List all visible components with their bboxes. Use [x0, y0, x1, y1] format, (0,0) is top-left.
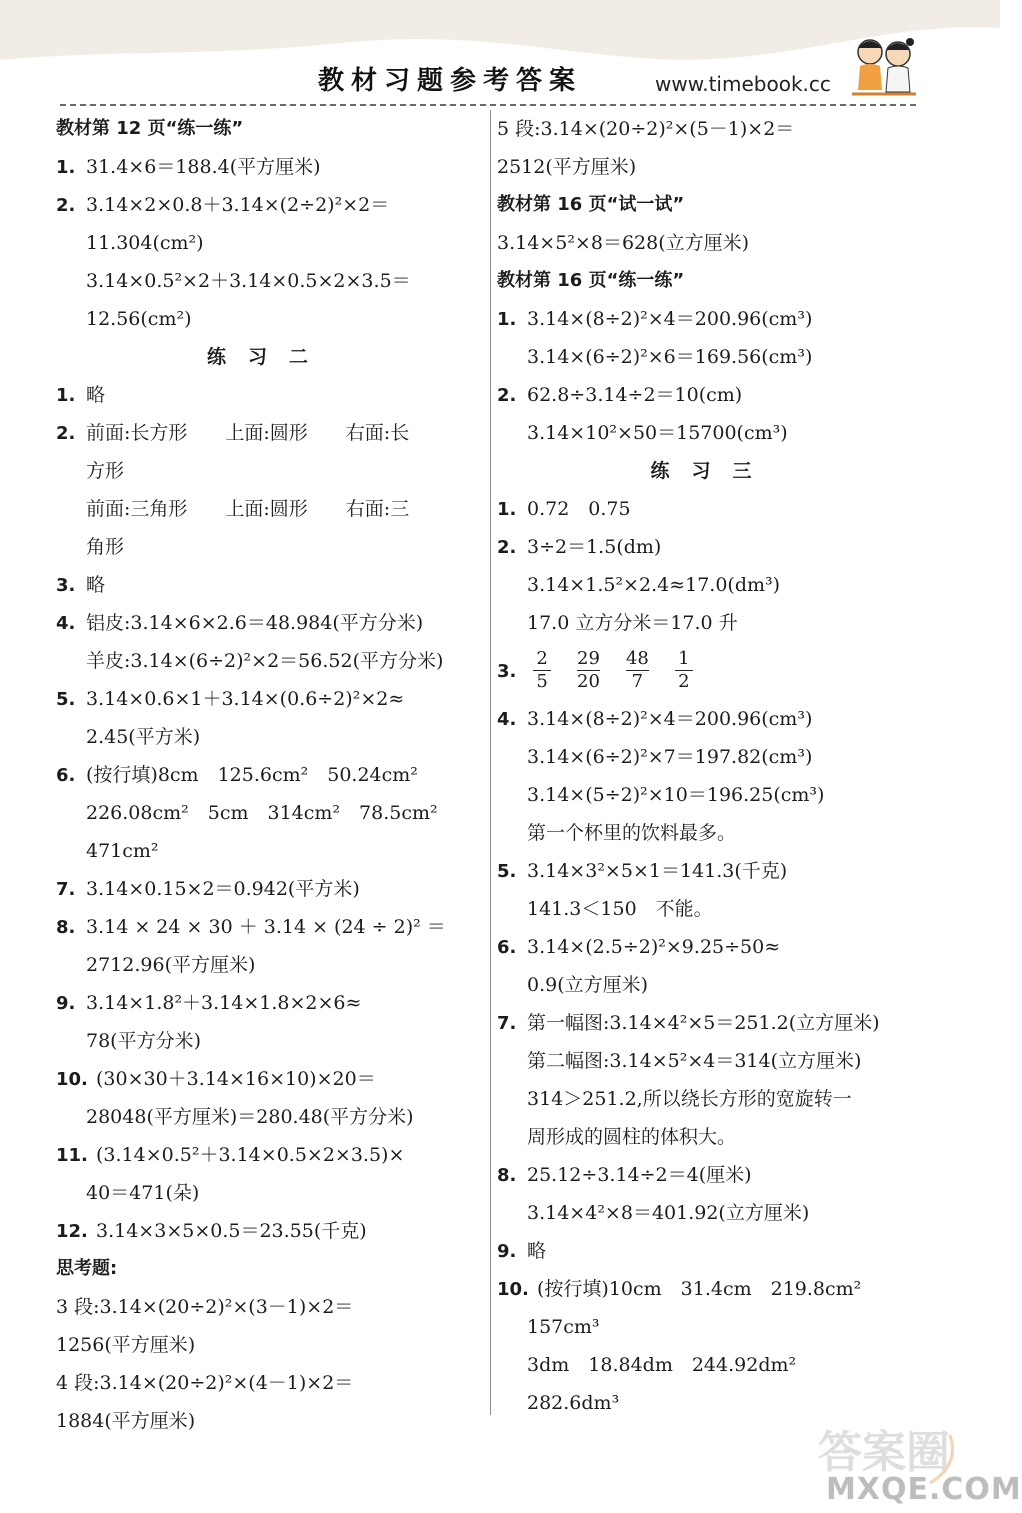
answer-continuation: 314＞251.2,所以绕长方形的宽旋转一 — [527, 1088, 852, 1110]
item-number: 1. — [56, 157, 76, 178]
item-number: 8. — [56, 917, 76, 938]
answer-line — [56, 148, 481, 186]
section-heading: 教材第 12 页“练一练” — [56, 118, 244, 139]
answer-line — [56, 680, 481, 718]
exercise-title: 练习三 — [650, 460, 774, 482]
header-title: 教材习题参考答案 — [318, 66, 583, 96]
answer-continuation: 471cm² — [86, 840, 159, 862]
fraction-denominator: 5 — [536, 670, 548, 692]
answer-text: 3.14×1.8²＋3.14×1.8×2×6≈ — [86, 992, 362, 1014]
answer-text: 3.14×0.6×1＋3.14×(0.6÷2)²×2≈ — [86, 688, 405, 710]
right-column — [497, 110, 927, 1422]
answer-line — [56, 186, 481, 224]
answer-text: 0.72 0.75 — [527, 498, 631, 520]
item-number: 6. — [56, 765, 76, 786]
answer-line — [56, 1136, 481, 1174]
answer-text: 3.14 × 24 × 30 ＋ 3.14 × (24 ÷ 2)² ＝ — [86, 916, 446, 938]
answer-line — [56, 604, 481, 642]
answer-continuation: 2.45(平方米) — [86, 726, 201, 748]
answer-text: 3.14×(8÷2)²×4＝200.96(cm³) — [527, 708, 813, 730]
watermark-logo-text: 答案圈 — [818, 1427, 950, 1478]
answer-continuation: 40＝471(朵) — [86, 1182, 200, 1204]
answer-continuation: 12.56(cm²) — [86, 308, 192, 330]
answer-continuation: 141.3＜150 不能。 — [527, 898, 713, 920]
answer-text: (3.14×0.5²＋3.14×0.5×2×3.5)× — [96, 1144, 405, 1166]
answer-text: 3.14×0.15×2＝0.942(平方米) — [86, 878, 360, 900]
answer-text: 3.14×3×5×0.5＝23.55(千克) — [96, 1220, 367, 1242]
header-dashed-rule — [60, 104, 916, 106]
answer-continuation: 3dm 18.84dm 244.92dm² — [527, 1354, 797, 1376]
answer-continuation: 78(平方分米) — [86, 1030, 202, 1052]
item-number: 2. — [497, 537, 517, 558]
answer-continuation: 3.14×0.5²×2＋3.14×0.5×2×3.5＝ — [86, 270, 411, 292]
answer-line: 3 段:3.14×(20÷2)²×(3－1)×2＝ — [56, 1296, 354, 1318]
item-number: 9. — [56, 993, 76, 1014]
column-divider — [490, 110, 491, 1415]
item-number: 10. — [56, 1069, 88, 1090]
answer-continuation: 第二幅图:3.14×5²×4＝314(立方厘米) — [527, 1050, 862, 1072]
answer-continuation: 226.08cm² 5cm 314cm² 78.5cm² — [86, 802, 438, 824]
fraction-denominator: 2 — [678, 670, 690, 692]
page-header — [0, 0, 1000, 100]
item-number: 8. — [497, 1165, 517, 1186]
answer-line — [497, 376, 927, 414]
answer-line — [497, 852, 927, 890]
section-heading: 教材第 16 页“试一试” — [497, 194, 685, 215]
answer-line — [497, 1270, 927, 1308]
answer-line — [56, 908, 481, 946]
item-number: 3. — [56, 575, 76, 596]
item-number: 10. — [497, 1279, 529, 1300]
item-number: 3. — [497, 661, 517, 682]
header-url: www.timebook.cc — [655, 72, 831, 96]
answer-continuation: 157cm³ — [527, 1316, 600, 1338]
answer-continuation: 3.14×(6÷2)²×6＝169.56(cm³) — [527, 346, 813, 368]
answer-text: 3.14×(2.5÷2)²×9.25÷50≈ — [527, 936, 781, 958]
fraction — [675, 648, 693, 693]
answer-line — [56, 414, 481, 452]
item-number: 11. — [56, 1145, 88, 1166]
answer-line — [56, 376, 481, 414]
answer-text: 铝皮:3.14×6×2.6＝48.984(平方分米) — [86, 612, 424, 634]
item-number: 6. — [497, 937, 517, 958]
thinking-question-heading: 思考题: — [56, 1258, 118, 1279]
answer-text: 31.4×6＝188.4(平方厘米) — [86, 156, 321, 178]
answer-line — [497, 700, 927, 738]
answer-text: (按行填)8cm 125.6cm² 50.24cm² — [86, 764, 418, 786]
answer-line — [56, 984, 481, 1022]
answer-line — [497, 528, 927, 566]
fraction-numerator: 48 — [625, 647, 649, 669]
answer-text: 略 — [86, 574, 106, 596]
answer-continuation: 0.9(立方厘米) — [527, 974, 649, 996]
answer-line — [56, 870, 481, 908]
answer-continuation: 羊皮:3.14×(6÷2)²×2＝56.52(平方分米) — [86, 650, 444, 672]
answer-line — [56, 1060, 481, 1098]
answer-continuation: 1884(平方厘米) — [56, 1410, 196, 1432]
watermark-url: MXQE.COM — [826, 1472, 1022, 1507]
answer-text: 略 — [86, 384, 106, 406]
answer-continuation: 3.14×(5÷2)²×10＝196.25(cm³) — [527, 784, 825, 806]
answer-continuation: 3.14×(6÷2)²×7＝197.82(cm³) — [527, 746, 813, 768]
fraction-answers — [533, 648, 693, 693]
section-heading: 教材第 16 页“练一练” — [497, 270, 685, 291]
answer-continuation: 3.14×1.5²×2.4≈17.0(dm³) — [527, 574, 781, 596]
answer-text: 3.14×2×0.8＋3.14×(2÷2)²×2＝ — [86, 194, 390, 216]
answer-continuation: 周形成的圆柱的体积大。 — [527, 1126, 737, 1148]
answer-text: 3.14×(8÷2)²×4＝200.96(cm³) — [527, 308, 813, 330]
answer-continuation: 3.14×10²×50＝15700(cm³) — [527, 422, 788, 444]
answer-continuation: 方形 — [86, 460, 125, 482]
answer-line — [497, 490, 927, 528]
answer-text: 62.8÷3.14÷2＝10(cm) — [527, 384, 743, 406]
fraction-numerator: 2 — [536, 647, 548, 669]
item-number: 7. — [497, 1013, 517, 1034]
answer-continuation: 17.0 立方分米＝17.0 升 — [527, 612, 738, 634]
answer-line — [497, 642, 927, 700]
item-number: 12. — [56, 1221, 88, 1242]
fraction-numerator: 29 — [577, 647, 600, 669]
item-number: 2. — [497, 385, 517, 406]
item-number: 1. — [497, 499, 517, 520]
answer-continuation: 2712.96(平方厘米) — [86, 954, 256, 976]
answer-continuation: 28048(平方厘米)＝280.48(平方分米) — [86, 1106, 414, 1128]
answer-text: 25.12÷3.14÷2＝4(厘米) — [527, 1164, 752, 1186]
answer-continuation: 1256(平方厘米) — [56, 1334, 196, 1356]
answer-line: 3.14×5²×8＝628(立方厘米) — [497, 232, 750, 254]
item-number: 5. — [497, 861, 517, 882]
answer-text: (30×30＋3.14×16×10)×20＝ — [96, 1068, 376, 1090]
answer-text: 略 — [527, 1240, 547, 1262]
answer-line — [497, 928, 927, 966]
answer-continuation: 11.304(cm²) — [86, 232, 204, 254]
item-number: 4. — [497, 709, 517, 730]
item-number: 7. — [56, 879, 76, 900]
answer-line: 4 段:3.14×(20÷2)²×(4－1)×2＝ — [56, 1372, 354, 1394]
answer-line — [497, 1156, 927, 1194]
answer-continuation: 282.6dm³ — [527, 1392, 620, 1414]
answer-text: 3.14×3²×5×1＝141.3(千克) — [527, 860, 788, 882]
item-number: 5. — [56, 689, 76, 710]
answer-line — [56, 1212, 481, 1250]
answer-text: 前面:长方形 上面:圆形 右面:长 — [86, 422, 410, 444]
answer-line — [497, 1232, 927, 1270]
answer-line — [497, 1004, 927, 1042]
answer-line: 5 段:3.14×(20÷2)²×(5－1)×2＝ — [497, 118, 795, 140]
answer-text: 第一幅图:3.14×4²×5＝251.2(立方厘米) — [527, 1012, 880, 1034]
answer-text: 3÷2＝1.5(dm) — [527, 536, 662, 558]
answer-continuation: 第一个杯里的饮料最多。 — [527, 822, 737, 844]
answer-continuation: 2512(平方厘米) — [497, 156, 637, 178]
item-number: 4. — [56, 613, 76, 634]
answer-continuation: 角形 — [86, 536, 125, 558]
fraction-denominator: 7 — [631, 670, 644, 692]
fraction — [626, 648, 649, 693]
fraction — [533, 648, 551, 693]
answer-line — [56, 566, 481, 604]
answer-continuation: 前面:三角形 上面:圆形 右面:三 — [86, 498, 410, 520]
fraction — [577, 648, 600, 693]
left-column — [56, 110, 481, 1440]
item-number: 9. — [497, 1241, 517, 1262]
fraction-denominator: 20 — [577, 670, 600, 692]
answer-line — [497, 300, 927, 338]
item-number: 1. — [497, 309, 517, 330]
item-number: 2. — [56, 423, 76, 444]
item-number: 2. — [56, 195, 76, 216]
item-number: 1. — [56, 385, 76, 406]
answer-line — [56, 756, 481, 794]
kids-mascot-icon — [848, 32, 920, 98]
exercise-title: 练习二 — [206, 346, 330, 368]
answer-continuation: 3.14×4²×8＝401.92(立方厘米) — [527, 1202, 810, 1224]
answer-text: (按行填)10cm 31.4cm 219.8cm² — [537, 1278, 862, 1300]
fraction-numerator: 1 — [678, 647, 690, 669]
